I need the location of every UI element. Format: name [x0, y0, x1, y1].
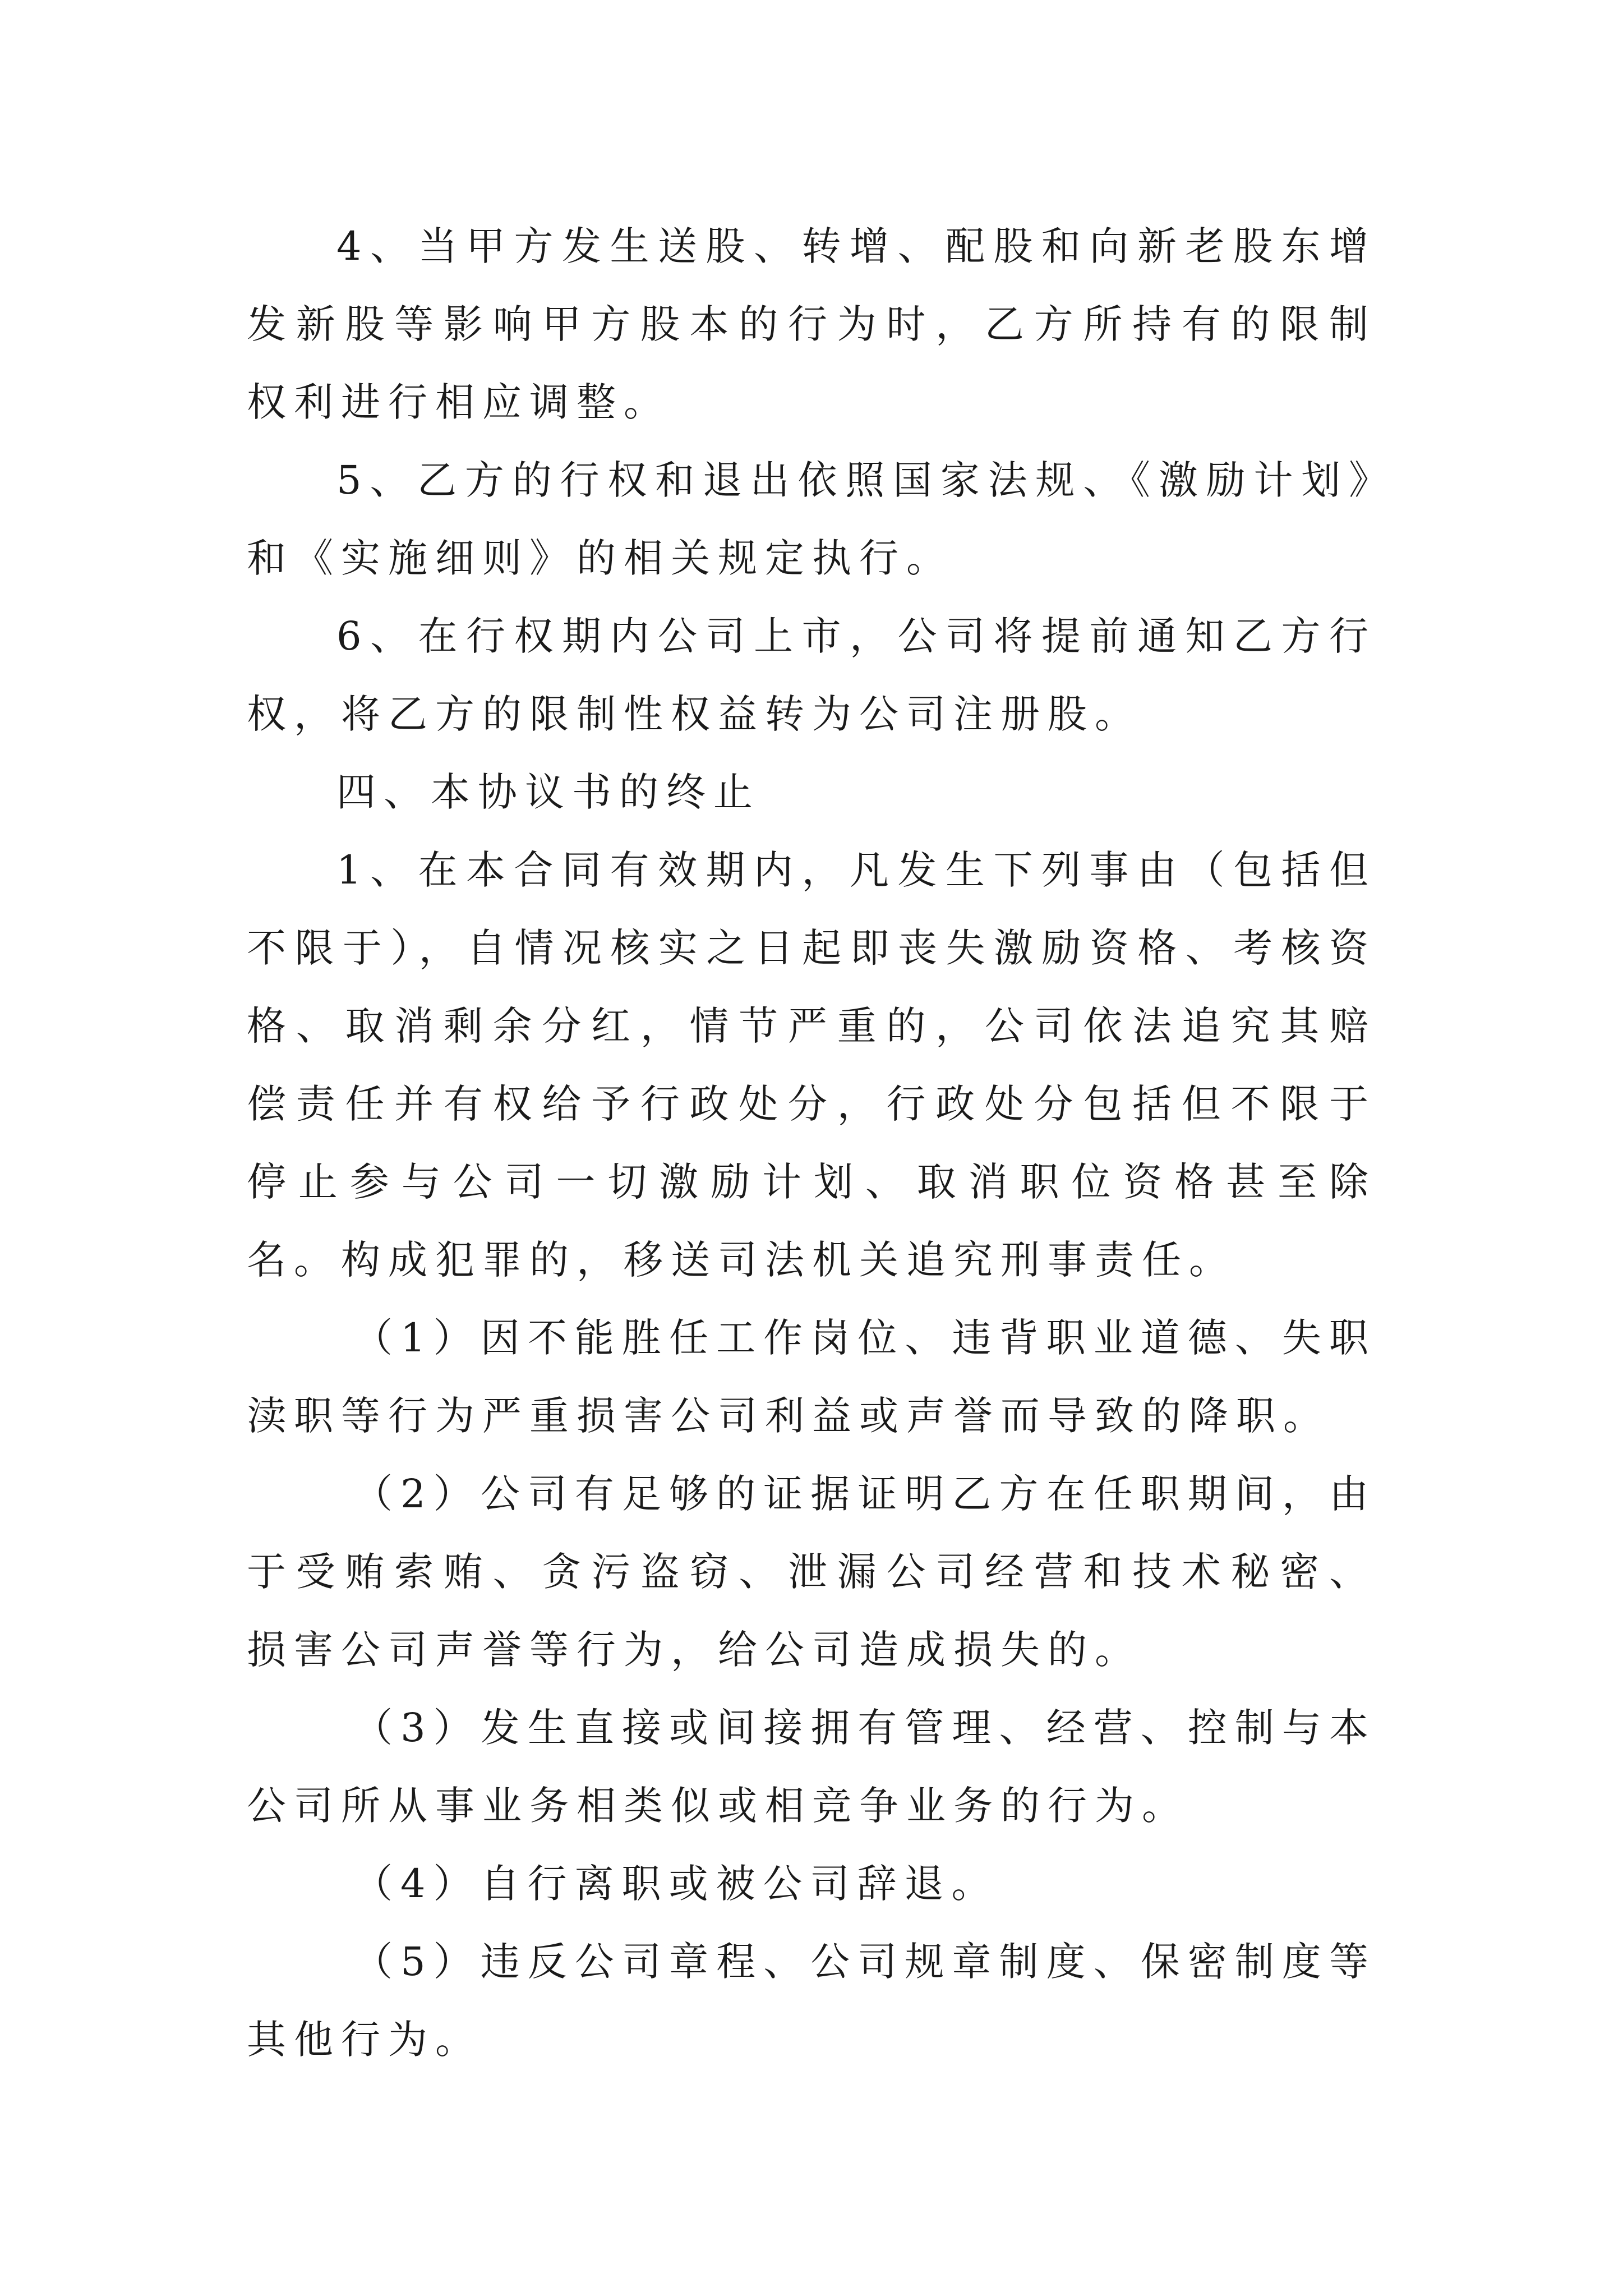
document-body: [247, 208, 1376, 2079]
paragraph-5: 5、乙方的行权和退出依照国家法规、《激励计划》和《实施细则》的相关规定执行。: [247, 457, 1376, 581]
sub-item-5: （5）违反公司章程、公司规章制度、保密制度等其他行为。: [247, 1939, 1376, 2063]
paragraph-6: 6、在行权期内公司上市，公司将提前通知乙方行权，将乙方的限制性权益转为公司注册股。: [247, 613, 1376, 737]
sub-item-1: （1）因不能胜任工作岗位、违背职业道德、失职渎职等行为严重损害公司利益或声誉而导致的降职。: [247, 1315, 1376, 1439]
section-heading: 四、本协议书的终止: [336, 769, 760, 815]
sub-item-3: （3）发生直接或间接拥有管理、经营、控制与本公司所从事业务相类似或相竞争业务的行为。: [247, 1705, 1376, 1829]
sub-item-2: （2）公司有足够的证据证明乙方在任职期间，由于受贿索贿、贪污盗窃、泄漏公司经营和技术秘密、损害公司声誉等行为，给公司造成损失的。: [247, 1471, 1376, 1673]
paragraph-4: 4、当甲方发生送股、转增、配股和向新老股东增发新股等影响甲方股本的行为时，乙方所持有的限制权利进行相应调整。: [247, 223, 1376, 425]
clause-1: 1、在本合同有效期内，凡发生下列事由（包括但不限于），自情况核实之日起即丧失激励资格、考核资格、取消剩余分红，情节严重的，公司依法追究其赔偿责任并有权给予行政处分，行政处分包括但不限于停止参与公司一切激励计划、取消职位资格甚至除名。构成犯罪的，移送司法机关追究刑事责任。: [247, 847, 1376, 1283]
sub-item-4: （4）自行离职或被公司辞退。: [353, 1861, 999, 1907]
